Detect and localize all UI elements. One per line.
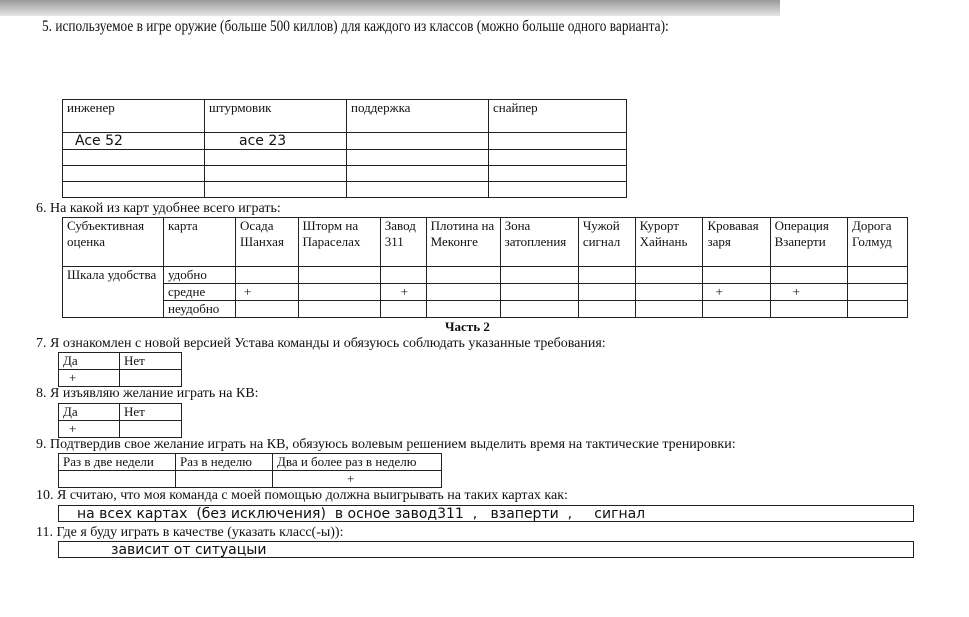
mark-cell[interactable] bbox=[770, 301, 847, 318]
mark-cell[interactable] bbox=[380, 267, 426, 284]
table-cell[interactable] bbox=[347, 166, 489, 182]
yes-cell[interactable]: + bbox=[59, 370, 120, 387]
freq-cell[interactable]: + bbox=[273, 471, 442, 488]
yes-header: Да bbox=[59, 404, 120, 421]
map-header: Зона затопления bbox=[500, 218, 578, 267]
mark-cell[interactable] bbox=[500, 301, 578, 318]
mark-cell[interactable] bbox=[380, 301, 426, 318]
cell-assault-1[interactable]: ace 23 bbox=[205, 133, 347, 150]
question-10-text: 10. Я считаю, что моя команда с моей помощью должна выигрывать на таких картах как: bbox=[36, 488, 568, 503]
map-header: Плотина на Меконге bbox=[426, 218, 500, 267]
mark-cell[interactable] bbox=[236, 301, 299, 318]
table-cell[interactable] bbox=[489, 182, 627, 198]
map-header: Курорт Хайнань bbox=[635, 218, 703, 267]
level-label: неудобно bbox=[164, 301, 236, 318]
mark-cell[interactable] bbox=[848, 267, 908, 284]
cell-sniper-1[interactable] bbox=[489, 133, 627, 150]
map-header: Дорога Голмуд bbox=[848, 218, 908, 267]
map-header: Чужой сигнал bbox=[578, 218, 635, 267]
freq-header: Раз в две недели bbox=[59, 454, 176, 471]
freq-header: Два и более раз в неделю bbox=[273, 454, 442, 471]
scale-label: Шкала удобства bbox=[63, 267, 164, 318]
question-5-text: 5. используемое в игре оружие (больше 500 киллов) для каждого из классов (можно больше одного варианта): bbox=[42, 18, 669, 35]
table-cell[interactable] bbox=[205, 166, 347, 182]
map-header: Осада Шанхая bbox=[236, 218, 299, 267]
map-header: Завод 311 bbox=[380, 218, 426, 267]
map-header: Операция Взаперти bbox=[770, 218, 847, 267]
mark-cell[interactable] bbox=[703, 301, 770, 318]
table-cell[interactable] bbox=[63, 166, 205, 182]
mark-cell[interactable] bbox=[236, 267, 299, 284]
question-6-text: 6. На какой из карт удобнее всего играть: bbox=[36, 201, 281, 216]
mark-cell[interactable]: + bbox=[703, 284, 770, 301]
map-header: Шторм на Параселах bbox=[298, 218, 380, 267]
table-cell[interactable] bbox=[347, 150, 489, 166]
header-assault: штурмовик bbox=[205, 100, 347, 133]
question-7-text: 7. Я ознакомлен с новой версией Устава команды и обязуюсь соблюдать указанные требования: bbox=[36, 336, 606, 351]
header-engineer: инженер bbox=[63, 100, 205, 133]
level-label: удобно bbox=[164, 267, 236, 284]
table-cell[interactable] bbox=[205, 182, 347, 198]
mark-cell[interactable] bbox=[578, 267, 635, 284]
cell-support-1[interactable] bbox=[347, 133, 489, 150]
mark-cell[interactable] bbox=[703, 267, 770, 284]
table-cell[interactable] bbox=[347, 182, 489, 198]
mark-cell[interactable] bbox=[298, 301, 380, 318]
question-11-text: 11. Где я буду играть в качестве (указать класс(-ы)): bbox=[36, 525, 344, 540]
q7-table bbox=[58, 352, 182, 387]
mark-cell[interactable] bbox=[635, 267, 703, 284]
mark-cell[interactable] bbox=[500, 284, 578, 301]
mark-cell[interactable]: + bbox=[380, 284, 426, 301]
no-header: Нет bbox=[120, 353, 182, 370]
question-9-text: 9. Подтвердив свое желание играть на КВ, обязуюсь волевым решением выделить время на тактические тренировки: bbox=[36, 437, 736, 452]
level-label: средне bbox=[164, 284, 236, 301]
header-sniper: снайпер bbox=[489, 100, 627, 133]
q11-answer-field[interactable]: зависит от ситуацыи bbox=[58, 541, 914, 558]
table-cell[interactable] bbox=[63, 182, 205, 198]
table-cell[interactable] bbox=[205, 150, 347, 166]
mark-cell[interactable] bbox=[635, 301, 703, 318]
freq-cell[interactable] bbox=[176, 471, 273, 488]
yes-header: Да bbox=[59, 353, 120, 370]
header-subjective-rating: Субъективная оценка bbox=[63, 218, 164, 267]
yes-cell[interactable]: + bbox=[59, 421, 120, 438]
no-cell[interactable] bbox=[120, 370, 182, 387]
mark-cell[interactable] bbox=[426, 267, 500, 284]
mark-cell[interactable]: + bbox=[770, 284, 847, 301]
mark-cell[interactable] bbox=[848, 284, 908, 301]
table-cell[interactable] bbox=[63, 150, 205, 166]
mark-cell[interactable] bbox=[770, 267, 847, 284]
q8-table bbox=[58, 403, 182, 438]
mark-cell[interactable] bbox=[578, 284, 635, 301]
mark-cell[interactable] bbox=[426, 284, 500, 301]
freq-header: Раз в неделю bbox=[176, 454, 273, 471]
q10-answer-field[interactable]: на всех картах (без исключения) в осное завод311 , взаперти , сигнал bbox=[58, 505, 914, 522]
q9-table bbox=[58, 453, 442, 488]
maps-table bbox=[62, 217, 908, 318]
map-header: Кровавая заря bbox=[703, 218, 770, 267]
no-cell[interactable] bbox=[120, 421, 182, 438]
mark-cell[interactable] bbox=[500, 267, 578, 284]
mark-cell[interactable] bbox=[298, 284, 380, 301]
table-cell[interactable] bbox=[489, 166, 627, 182]
weapons-table bbox=[62, 99, 627, 198]
top-scrollbar-strip bbox=[0, 0, 780, 16]
mark-cell[interactable] bbox=[578, 301, 635, 318]
mark-cell[interactable] bbox=[426, 301, 500, 318]
header-support: поддержка bbox=[347, 100, 489, 133]
table-cell[interactable] bbox=[489, 150, 627, 166]
mark-cell[interactable] bbox=[848, 301, 908, 318]
mark-cell[interactable]: + bbox=[236, 284, 299, 301]
question-8-text: 8. Я изъявляю желание играть на КВ: bbox=[36, 386, 259, 401]
mark-cell[interactable] bbox=[635, 284, 703, 301]
no-header: Нет bbox=[120, 404, 182, 421]
header-map: карта bbox=[164, 218, 236, 267]
part-2-heading: Часть 2 bbox=[445, 319, 490, 334]
mark-cell[interactable] bbox=[298, 267, 380, 284]
freq-cell[interactable] bbox=[59, 471, 176, 488]
cell-engineer-1[interactable]: Ace 52 bbox=[63, 133, 205, 150]
